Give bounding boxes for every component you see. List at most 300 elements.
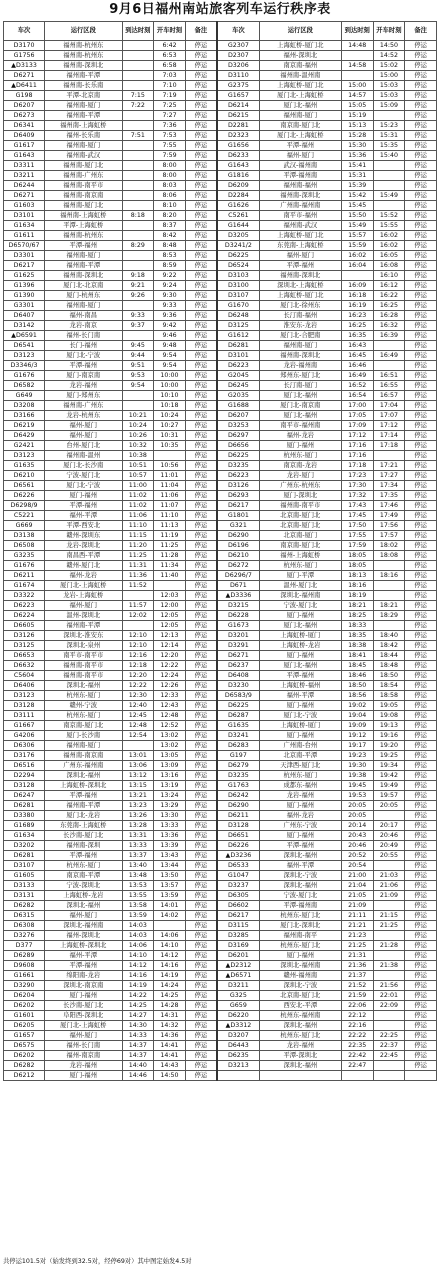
cell-remark: 停运 — [405, 421, 437, 431]
cell-departure-time: 8:06 — [154, 191, 186, 201]
cell-arrival-time: 16:45 — [341, 351, 373, 361]
cell-route: 长沙南-厦门北 — [45, 1001, 122, 1011]
cell-departure-time: 15:23 — [373, 121, 405, 131]
cell-departure-time: 22:09 — [373, 1001, 405, 1011]
header-arrival: 到达时刻 — [122, 22, 154, 41]
cell-arrival-time: 20:43 — [341, 831, 373, 841]
cell-train-no: D6219 — [4, 421, 45, 431]
cell-remark: 停运 — [405, 191, 437, 201]
cell-remark: 停运 — [185, 731, 217, 741]
table-row — [4, 781, 437, 791]
cell-train-no: D3110 — [217, 71, 259, 81]
cell-arrival-time: 19:04 — [341, 711, 373, 721]
cell-remark: 停运 — [185, 861, 217, 871]
cell-remark: 停运 — [405, 371, 437, 381]
cell-arrival-time — [122, 741, 154, 751]
cell-remark: 停运 — [405, 451, 437, 461]
cell-train-no: G1635 — [217, 721, 259, 731]
cell-departure-time: 16:08 — [373, 261, 405, 271]
cell-route: 广州南-福州南 — [259, 201, 341, 211]
cell-remark: 停运 — [405, 641, 437, 651]
cell-departure-time — [373, 581, 405, 591]
cell-train-no: D3176 — [4, 751, 45, 761]
cell-route: 平潭-福州 — [259, 141, 341, 151]
cell-departure-time: 12:33 — [154, 691, 186, 701]
cell-route: 厦门北-福州 — [259, 411, 341, 421]
cell-arrival-time — [122, 181, 154, 191]
cell-route: 杭州东-厦门 — [45, 691, 122, 701]
cell-arrival-time: 9:18 — [122, 271, 154, 281]
cell-train-no: D3128 — [4, 781, 45, 791]
table-row — [4, 731, 437, 741]
cell-train-no: D6225 — [217, 251, 259, 261]
cell-arrival-time: 10:57 — [122, 471, 154, 481]
cell-arrival-time: 16:23 — [341, 311, 373, 321]
cell-remark: 停运 — [185, 241, 217, 251]
cell-departure-time: 9:42 — [154, 321, 186, 331]
cell-route: 上海虹桥-深圳北 — [45, 781, 122, 791]
cell-departure-time — [373, 621, 405, 631]
cell-train-no: D2294 — [4, 771, 45, 781]
cell-train-no: D6225 — [217, 451, 259, 461]
cell-remark: 停运 — [405, 291, 437, 301]
cell-arrival-time: 14:46 — [122, 1071, 154, 1081]
cell-remark: 停运 — [405, 1061, 437, 1071]
cell-remark: 停运 — [405, 781, 437, 791]
cell-arrival-time — [122, 191, 154, 201]
cell-arrival-time: 14:12 — [122, 961, 154, 971]
cell-train-no: D6583/9 — [217, 691, 259, 701]
cell-train-no: D6228 — [217, 611, 259, 621]
header-departure: 开车时刻 — [373, 22, 405, 41]
cell-remark: 停运 — [405, 571, 437, 581]
cell-route: 厦门-福州 — [259, 441, 341, 451]
cell-remark: 停运 — [185, 521, 217, 531]
cell-train-no: G1611 — [4, 231, 45, 241]
cell-remark: 停运 — [185, 661, 217, 671]
cell-arrival-time — [122, 591, 154, 601]
cell-remark: 停运 — [405, 401, 437, 411]
cell-train-no: D2284 — [217, 191, 259, 201]
cell-remark: 停运 — [405, 211, 437, 221]
cell-arrival-time: 10:21 — [122, 411, 154, 421]
cell-arrival-time: 13:40 — [122, 861, 154, 871]
cell-remark: 停运 — [185, 531, 217, 541]
cell-train-no: D6283 — [217, 741, 259, 751]
cell-departure-time: 19:16 — [373, 731, 405, 741]
table-row — [4, 681, 437, 691]
cell-train-no: D6582 — [4, 381, 45, 391]
cell-departure-time — [373, 861, 405, 871]
cell-route: 厦门-杭州东 — [45, 291, 122, 301]
cell-arrival-time: 17:59 — [341, 541, 373, 551]
cell-train-no: D6296/7 — [217, 571, 259, 581]
cell-remark: 停运 — [405, 61, 437, 71]
cell-arrival-time: 17:16 — [341, 441, 373, 451]
cell-train-no: D6541 — [4, 341, 45, 351]
cell-departure-time: 17:27 — [373, 471, 405, 481]
cell-route: 平潭-北京南 — [45, 91, 122, 101]
cell-train-no: G669 — [4, 521, 45, 531]
cell-departure-time — [373, 1011, 405, 1021]
cell-route: 厦门-福州 — [45, 491, 122, 501]
cell-arrival-time — [122, 301, 154, 311]
cell-route: 阜阳西-深圳北 — [45, 1011, 122, 1021]
cell-remark: 停运 — [405, 701, 437, 711]
cell-train-no: D3301 — [4, 251, 45, 261]
cell-train-no: D3311 — [4, 161, 45, 171]
cell-route: 厦门北-上海虹桥 — [45, 581, 122, 591]
table-row — [4, 251, 437, 261]
cell-train-no: D6242 — [217, 791, 259, 801]
cell-route: 福州南-平潭 — [45, 621, 122, 631]
cell-remark: 停运 — [405, 541, 437, 551]
cell-route: 厦门-福州 — [259, 651, 341, 661]
table-row — [4, 61, 437, 71]
cell-remark: 停运 — [405, 741, 437, 751]
cell-remark: 停运 — [185, 771, 217, 781]
cell-arrival-time: 21:52 — [341, 981, 373, 991]
cell-departure-time: 11:07 — [154, 501, 186, 511]
cell-arrival-time: 12:45 — [122, 711, 154, 721]
cell-remark: 停运 — [185, 451, 217, 461]
cell-departure-time: 9:54 — [154, 351, 186, 361]
cell-train-no: D6223 — [217, 361, 259, 371]
cell-arrival-time: 22:47 — [341, 1061, 373, 1071]
cell-arrival-time: 21:05 — [341, 891, 373, 901]
cell-train-no: D6289 — [4, 951, 45, 961]
cell-route: 福州-深圳北 — [259, 51, 341, 61]
cell-arrival-time: 10:51 — [122, 461, 154, 471]
cell-route: 平潭-福州 — [45, 361, 122, 371]
cell-departure-time: 11:34 — [154, 561, 186, 571]
cell-route: 长汀南-厦门 — [259, 381, 341, 391]
cell-train-no: D3211 — [217, 981, 259, 991]
cell-remark: 停运 — [185, 901, 217, 911]
cell-arrival-time: 7:51 — [122, 131, 154, 141]
cell-remark: 停运 — [185, 461, 217, 471]
cell-train-no: D3103 — [217, 271, 259, 281]
cell-arrival-time: 17:32 — [341, 491, 373, 501]
cell-remark: 停运 — [405, 271, 437, 281]
cell-route: 平潭-福州 — [45, 961, 122, 971]
cell-departure-time: 20:17 — [373, 821, 405, 831]
cell-route: 广州东-杭州东 — [259, 481, 341, 491]
cell-train-no: D3126 — [217, 481, 259, 491]
cell-departure-time: 12:00 — [154, 601, 186, 611]
cell-remark: 停运 — [185, 891, 217, 901]
cell-arrival-time: 14:40 — [122, 1061, 154, 1071]
cell-train-no: G1626 — [217, 201, 259, 211]
cell-arrival-time: 11:15 — [122, 531, 154, 541]
cell-train-no: G1674 — [4, 581, 45, 591]
cell-train-no: D6656 — [217, 441, 259, 451]
cell-train-no: G1396 — [4, 281, 45, 291]
cell-route: 福州-平潭 — [259, 861, 341, 871]
cell-train-no: D6224 — [4, 611, 45, 621]
cell-remark: 停运 — [405, 911, 437, 921]
cell-arrival-time: 15:31 — [341, 171, 373, 181]
table-row — [4, 461, 437, 471]
cell-remark: 停运 — [185, 441, 217, 451]
cell-remark: 停运 — [405, 581, 437, 591]
cell-route: 福州-厦门 — [45, 1031, 122, 1041]
cell-route: 福州南-广州东 — [45, 401, 122, 411]
cell-departure-time: 8:10 — [154, 201, 186, 211]
cell-remark: 停运 — [405, 1041, 437, 1051]
cell-route: 福州南-南平 — [259, 931, 341, 941]
cell-arrival-time: 13:48 — [122, 871, 154, 881]
cell-route: 福州南-南京南 — [45, 751, 122, 761]
cell-train-no: G1688 — [217, 401, 259, 411]
header-remark: 备注 — [185, 22, 217, 41]
cell-train-no: G1644 — [217, 221, 259, 231]
cell-departure-time: 20:05 — [373, 801, 405, 811]
table-row — [4, 221, 437, 231]
cell-arrival-time: 14:03 — [122, 931, 154, 941]
cell-departure-time — [373, 931, 405, 941]
cell-arrival-time — [122, 251, 154, 261]
cell-remark: 停运 — [185, 681, 217, 691]
cell-route: 平潭-福州 — [259, 841, 341, 851]
cell-route: 上海虹桥-龙岩 — [45, 891, 122, 901]
cell-remark: 停运 — [405, 821, 437, 831]
table-row — [4, 941, 437, 951]
cell-train-no: D3123 — [4, 451, 45, 461]
cell-remark — [405, 1071, 437, 1081]
table-row — [4, 691, 437, 701]
cell-arrival-time: 14:10 — [122, 951, 154, 961]
cell-route: 厦门-福州 — [259, 801, 341, 811]
cell-route: 上海虹桥-厦门 — [259, 631, 341, 641]
cell-arrival-time: 21:11 — [341, 911, 373, 921]
cell-departure-time: 18:50 — [373, 671, 405, 681]
cell-train-no: G3301 — [4, 301, 45, 311]
cell-arrival-time: 21:31 — [341, 951, 373, 961]
cell-departure-time: 14:02 — [154, 911, 186, 921]
cell-train-no: D3208 — [4, 401, 45, 411]
cell-arrival-time: 11:20 — [122, 541, 154, 551]
cell-route: 福州-厦门 — [45, 911, 122, 921]
cell-remark: 停运 — [405, 921, 437, 931]
cell-departure-time: 19:25 — [373, 751, 405, 761]
cell-departure-time: 9:30 — [154, 291, 186, 301]
table-row — [4, 881, 437, 891]
cell-train-no: G4206 — [4, 731, 45, 741]
cell-remark: 停运 — [185, 871, 217, 881]
cell-train-no: D6273 — [4, 111, 45, 121]
cell-remark: 停运 — [185, 761, 217, 771]
cell-route: 龙岩-上海虹桥 — [45, 591, 122, 601]
cell-remark: 停运 — [405, 811, 437, 821]
cell-remark: 停运 — [405, 621, 437, 631]
cell-remark: 停运 — [405, 511, 437, 521]
cell-remark: 停运 — [185, 541, 217, 551]
cell-arrival-time — [122, 331, 154, 341]
cell-remark: 停运 — [405, 351, 437, 361]
cell-arrival-time — [122, 161, 154, 171]
cell-arrival-time: 16:52 — [341, 381, 373, 391]
cell-train-no: G198 — [4, 91, 45, 101]
cell-train-no: D6306 — [4, 741, 45, 751]
cell-route: 福州-厦门 — [259, 251, 341, 261]
cell-remark: 停运 — [405, 971, 437, 981]
cell-train-no: D6211 — [217, 811, 259, 821]
table-row — [4, 411, 437, 421]
cell-remark: 停运 — [405, 931, 437, 941]
cell-departure-time: 11:19 — [154, 531, 186, 541]
cell-departure-time: 15:40 — [373, 151, 405, 161]
cell-departure-time: 12:22 — [154, 661, 186, 671]
cell-remark: 停运 — [185, 291, 217, 301]
page-title: 9月6日福州南站旅客列车运行秩序表 — [109, 2, 331, 17]
cell-departure-time: 7:19 — [154, 91, 186, 101]
cell-train-no: D6281 — [217, 341, 259, 351]
cell-route: 福州-上海虹桥 — [259, 551, 341, 561]
cell-route: 厦门北-南京南 — [259, 401, 341, 411]
cell-route: 杭州东-厦门 — [259, 771, 341, 781]
cell-arrival-time: 19:23 — [341, 751, 373, 761]
cell-route: 福州南-广州东 — [45, 171, 122, 181]
cell-arrival-time: 10:24 — [122, 421, 154, 431]
cell-route: 北京南-厦门北 — [259, 991, 341, 1001]
cell-remark: 停运 — [405, 1031, 437, 1041]
cell-arrival-time: 12:02 — [122, 611, 154, 621]
cell-train-no: D6245 — [217, 381, 259, 391]
cell-route: 深圳北-福州 — [259, 1061, 341, 1071]
table-row — [4, 421, 437, 431]
cell-remark: 停运 — [405, 391, 437, 401]
cell-train-no: D3126 — [4, 631, 45, 641]
cell-train-no: G1676 — [4, 561, 45, 571]
cell-arrival-time: 17:09 — [341, 421, 373, 431]
cell-departure-time — [373, 201, 405, 211]
cell-train-no: G1605 — [4, 871, 45, 881]
cell-arrival-time: 11:02 — [122, 501, 154, 511]
cell-departure-time: 12:26 — [154, 681, 186, 691]
cell-departure-time — [373, 161, 405, 171]
cell-remark: 停运 — [185, 141, 217, 151]
cell-route: 福州南-深圳北 — [259, 191, 341, 201]
table-row — [4, 721, 437, 731]
table-row — [4, 851, 437, 861]
cell-remark: 停运 — [185, 991, 217, 1001]
cell-arrival-time: 12:10 — [122, 641, 154, 651]
cell-remark: 停运 — [405, 791, 437, 801]
cell-train-no: D6235 — [217, 1051, 259, 1061]
cell-route: 福州-平潭 — [45, 951, 122, 961]
cell-departure-time: 12:48 — [154, 711, 186, 721]
cell-departure-time: 17:57 — [373, 531, 405, 541]
cell-train-no: D6632 — [4, 661, 45, 671]
cell-arrival-time: 16:54 — [341, 391, 373, 401]
cell-departure-time: 15:35 — [373, 141, 405, 151]
cell-departure-time: 8:48 — [154, 241, 186, 251]
table-row — [4, 301, 437, 311]
cell-remark: 停运 — [185, 481, 217, 491]
cell-arrival-time — [122, 171, 154, 181]
table-row — [4, 531, 437, 541]
cell-arrival-time — [122, 71, 154, 81]
table-row — [4, 791, 437, 801]
cell-remark: 停运 — [405, 651, 437, 661]
cell-arrival-time — [341, 71, 373, 81]
cell-departure-time: 10:10 — [154, 391, 186, 401]
cell-route: 杭州东-厦门 — [45, 711, 122, 721]
cell-remark: 停运 — [405, 471, 437, 481]
cell-route: 杭州东-厦门北 — [259, 1031, 341, 1041]
cell-departure-time: 18:42 — [373, 641, 405, 651]
cell-arrival-time: 15:13 — [341, 121, 373, 131]
cell-departure-time: 14:06 — [154, 931, 186, 941]
cell-arrival-time: 21:09 — [341, 901, 373, 911]
cell-train-no: D6237 — [217, 661, 259, 671]
cell-departure-time: 18:54 — [373, 681, 405, 691]
table-row — [4, 191, 437, 201]
cell-departure-time: 9:54 — [154, 361, 186, 371]
cell-route — [259, 1071, 341, 1081]
cell-departure-time: 14:10 — [154, 941, 186, 951]
cell-route: 福州南-厦门 — [45, 141, 122, 151]
cell-departure-time: 19:57 — [373, 791, 405, 801]
cell-arrival-time: 13:01 — [122, 751, 154, 761]
cell-arrival-time: 18:05 — [341, 551, 373, 561]
cell-arrival-time: 18:45 — [341, 661, 373, 671]
cell-train-no: ▲D2312 — [217, 961, 259, 971]
cell-remark: 停运 — [405, 721, 437, 731]
cell-route: 福州南-上海虹桥 — [45, 211, 122, 221]
cell-route: 龙岩-杭州东 — [45, 411, 122, 421]
cell-remark: 停运 — [185, 1071, 217, 1081]
cell-departure-time — [373, 1071, 405, 1081]
cell-arrival-time: 10:26 — [122, 431, 154, 441]
cell-arrival-time — [122, 51, 154, 61]
cell-route: 南平市-南平市 — [45, 651, 122, 661]
cell-remark: 停运 — [185, 981, 217, 991]
cell-train-no: D3205 — [217, 231, 259, 241]
cell-departure-time: 12:05 — [154, 611, 186, 621]
cell-train-no: D6341 — [4, 121, 45, 131]
cell-arrival-time: 13:12 — [122, 771, 154, 781]
cell-departure-time — [373, 561, 405, 571]
cell-departure-time: 10:18 — [154, 401, 186, 411]
cell-route: 龙岩-福州 — [45, 381, 122, 391]
cell-route: 深圳北-福州南 — [259, 961, 341, 971]
table-row — [4, 291, 437, 301]
cell-train-no: D6225 — [217, 701, 259, 711]
cell-departure-time: 22:25 — [373, 1031, 405, 1041]
cell-departure-time: 11:01 — [154, 471, 186, 481]
cell-arrival-time: 22:12 — [341, 1011, 373, 1021]
cell-train-no: D6290 — [217, 531, 259, 541]
cell-arrival-time: 18:19 — [341, 591, 373, 601]
cell-departure-time: 22:01 — [373, 991, 405, 1001]
cell-route: 福州-厦门 — [259, 151, 341, 161]
cell-departure-time: 16:32 — [373, 321, 405, 331]
cell-departure-time: 17:46 — [373, 501, 405, 511]
cell-remark: 停运 — [405, 1051, 437, 1061]
cell-remark: 停运 — [405, 661, 437, 671]
cell-departure-time: 13:05 — [154, 751, 186, 761]
table-row — [4, 591, 437, 601]
cell-route: 平潭-福州 — [45, 241, 122, 251]
cell-departure-time: 18:02 — [373, 541, 405, 551]
cell-arrival-time: 21:59 — [341, 991, 373, 1001]
cell-arrival-time — [341, 1071, 373, 1081]
cell-departure-time: 8:53 — [154, 251, 186, 261]
cell-route: 杭州东-厦门 — [259, 561, 341, 571]
cell-remark: 停运 — [405, 671, 437, 681]
